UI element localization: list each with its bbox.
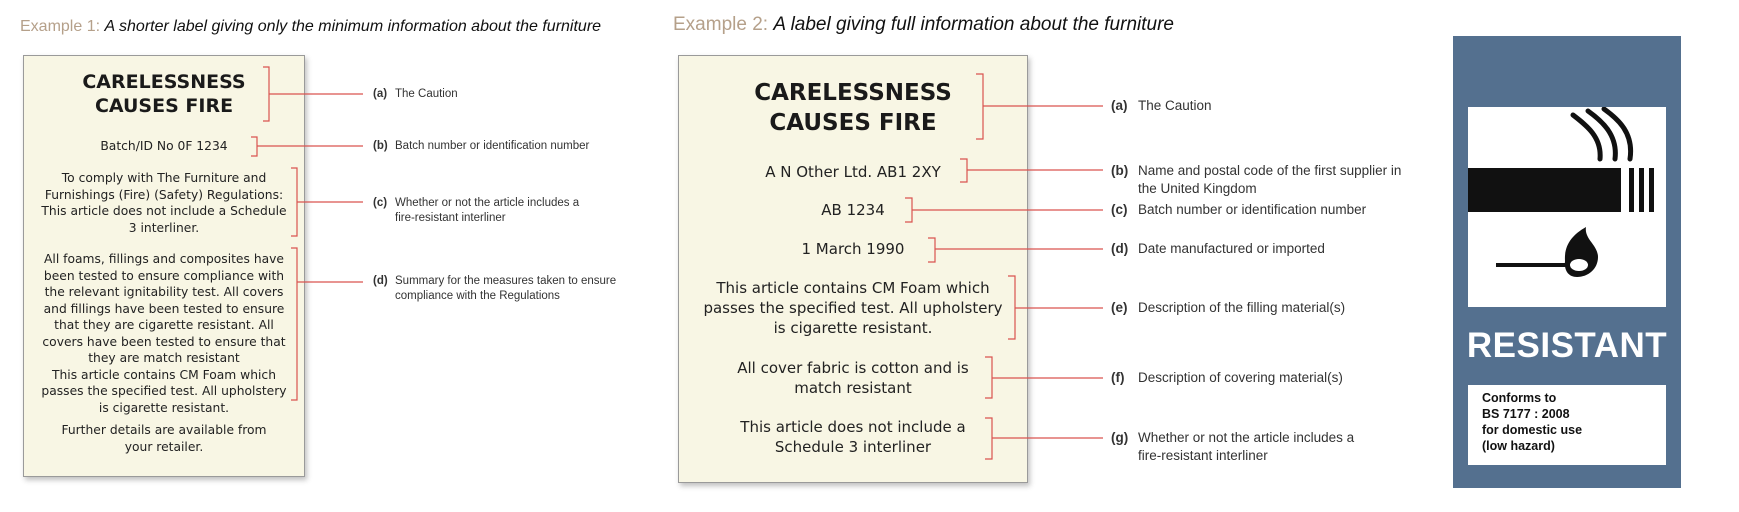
label2-filling: This article contains CM Foam which passes the specified test. All upholstery is cigarette resistant.	[703, 279, 1003, 337]
sign-resistant-word: RESISTANT	[1466, 326, 1668, 365]
label2-caution: CARELESSNESS CAUSES FIRE	[754, 80, 952, 136]
bracket-2g	[985, 418, 1103, 459]
label2-supplier: A N Other Ltd. AB1 2XY	[765, 163, 941, 181]
ann1-b: (b) Batch number or identification number	[373, 140, 590, 152]
sign-conforms-box	[1468, 385, 1666, 465]
example2-title: A label giving full information about the furniture	[773, 14, 1174, 35]
ann1-c: (c) Whether or not the article includes a fire-resistant interliner	[373, 197, 580, 224]
bracket-2a	[976, 74, 1103, 139]
example1-title: A shorter label giving only the minimum information about the furniture	[104, 18, 602, 35]
bracket-2c	[905, 198, 1103, 222]
resistant-sign	[1453, 36, 1681, 488]
label2-cover: All cover fabric is cotton and is match resistant	[737, 359, 969, 397]
label2-batch: AB 1234	[821, 201, 885, 219]
example2-prefix: Example 2:	[673, 14, 769, 35]
bracket-1c	[291, 168, 363, 236]
ann2-g: (g) Whether or not the article includes a fire-resistant interliner	[1111, 430, 1355, 463]
ann2-b: (b) Name and postal code of the first supplier in the United Kingdom	[1111, 163, 1402, 196]
bracket-2d	[928, 238, 1103, 262]
ann2-f: (f) Description of covering material(s)	[1111, 370, 1343, 385]
bracket-2f	[985, 357, 1103, 398]
label1-caution: CARELESSNESS CAUSES FIRE	[82, 71, 246, 117]
cigarette-match-icon	[1468, 107, 1666, 307]
ann1-a: (a) The Caution	[373, 88, 458, 100]
label1-further: Further details are available from your retailer.	[61, 423, 267, 454]
label1-comply: To comply with The Furniture and Furnishings (Fire) (Safety) Regulations: This article does not include a Schedule 3 interliner.	[41, 171, 287, 235]
ann2-c: (c) Batch number or identification number	[1111, 202, 1367, 217]
label2-interliner: This article does not include a Schedule 3 interliner	[740, 418, 966, 456]
label1-measures: All foams, fillings and composites have been tested to ensure compliance with the relevant ignitability test. All covers and fillings have been tested to ensure that they are cigarette resistant. All covers have been tested to ensure that they are match resistant This article contains CM Foam which passes the specified test. All upholstery is cigarette resistant.	[41, 252, 287, 415]
sign-conforms-text: Conforms to BS 7177 : 2008 for domestic use (low hazard)	[1482, 391, 1583, 453]
ann2-a: (a) The Caution	[1111, 98, 1212, 113]
bracket-2e	[1008, 276, 1103, 339]
bracket-2b	[960, 159, 1103, 182]
label2-date: 1 March 1990	[801, 240, 905, 258]
example1-prefix: Example 1:	[20, 18, 101, 35]
ann1-d: (d) Summary for the measures taken to ensure compliance with the Regulations	[373, 275, 617, 302]
ann2-e: (e) Description of the filling material(s)	[1111, 300, 1346, 315]
sign-pictogram-panel	[1468, 107, 1666, 307]
bracket-1b	[251, 137, 363, 156]
ann2-d: (d) Date manufactured or imported	[1111, 241, 1325, 256]
bracket-1d	[291, 248, 363, 400]
label1-batch: Batch/ID No 0F 1234	[100, 139, 228, 153]
bracket-1a	[263, 67, 363, 121]
